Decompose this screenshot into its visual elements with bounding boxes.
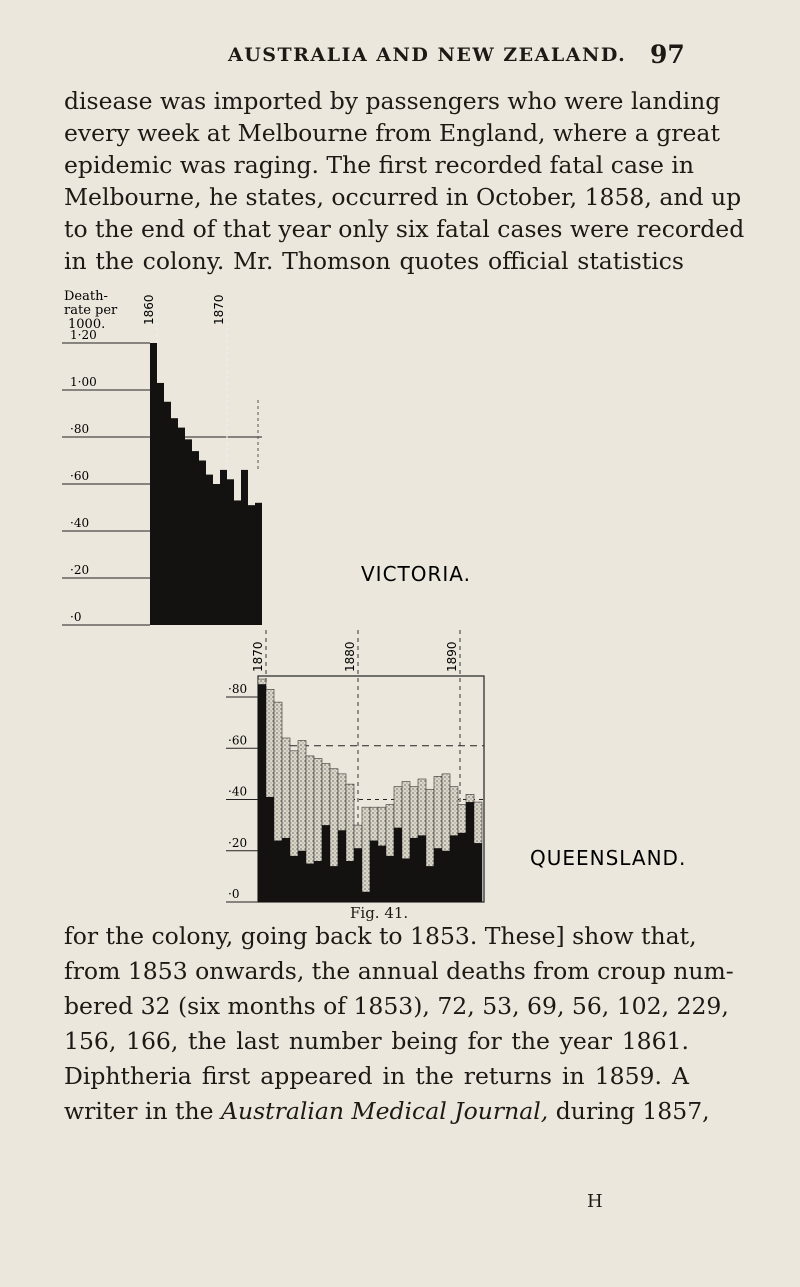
figure-41 <box>0 280 800 910</box>
queensland-bar <box>354 848 362 902</box>
queensland-bar <box>426 866 434 902</box>
queensland-shaded-bar <box>362 807 370 902</box>
queensland-bar <box>370 841 378 903</box>
x-year-label: 1890 <box>445 641 459 672</box>
y-tick-label: ·80 <box>70 422 90 436</box>
queensland-bar <box>386 856 394 902</box>
victoria-bar <box>234 500 241 625</box>
victoria-bar <box>178 428 185 625</box>
x-year-label: 1860 <box>142 294 156 325</box>
y-tick-label: 1·20 <box>70 328 97 342</box>
queensland-bar <box>314 861 322 902</box>
queensland-bar <box>282 838 290 902</box>
queensland-label: QUEENSLAND. <box>530 846 687 870</box>
queensland-bar <box>362 892 370 902</box>
queensland-bar <box>258 684 266 902</box>
victoria-bar <box>171 418 178 625</box>
page-number: 97 <box>650 40 685 69</box>
queensland-bar <box>266 797 274 902</box>
queensland-bar <box>402 858 410 902</box>
y-tick-label: 1·00 <box>70 375 97 389</box>
queensland-bar <box>298 851 306 902</box>
victoria-bar <box>248 505 255 625</box>
victoria-bar <box>192 451 199 625</box>
queensland-bar <box>442 851 450 902</box>
victoria-bar <box>164 402 171 625</box>
text-line: in the colony. Mr. Thomson quotes official statistics <box>64 247 684 275</box>
text-fragment: writer in the <box>64 1097 214 1125</box>
victoria-bar <box>213 484 220 625</box>
x-year-label: 1880 <box>343 641 357 672</box>
queensland-bar <box>466 802 474 902</box>
queensland-bar <box>330 866 338 902</box>
queensland-bar <box>434 848 442 902</box>
victoria-bar <box>255 503 262 625</box>
victoria-bar <box>220 470 227 625</box>
text-line: for the colony, going back to 1853. These] show that, <box>64 922 697 950</box>
queensland-bar <box>410 838 418 902</box>
text-line-last <box>64 1096 710 1126</box>
text-line: bered 32 (six months of 1853), 72, 53, 69, 56, 102, 229, <box>64 992 729 1020</box>
figure-caption: Fig. 41. <box>350 904 409 922</box>
text-line: epidemic was raging. The first recorded fatal case in <box>64 151 695 179</box>
x-year-label: 1870 <box>212 294 226 325</box>
queensland-bar <box>346 861 354 902</box>
queensland-bar <box>274 841 282 903</box>
victoria-label: VICTORIA. <box>361 562 471 586</box>
victoria-bar <box>157 383 164 625</box>
y-tick-label: ·60 <box>228 733 248 748</box>
y-tick-label: ·20 <box>70 563 90 577</box>
y-tick-label: ·0 <box>70 610 82 624</box>
running-title: AUSTRALIA AND NEW ZEALAND. <box>228 44 627 66</box>
victoria-bar <box>199 461 206 626</box>
queensland-bar <box>394 828 402 902</box>
queensland-bar <box>306 864 314 902</box>
journal-name: Australian Medical Journal, <box>221 1097 549 1125</box>
queensland-bar <box>322 825 330 902</box>
queensland-bar <box>378 846 386 902</box>
queensland-bar <box>450 835 458 902</box>
queensland-bar <box>474 843 482 902</box>
queensland-bar <box>458 833 466 902</box>
y-tick-label: ·20 <box>228 835 248 850</box>
signature-mark: H <box>587 1191 603 1212</box>
queensland-bar <box>338 830 346 902</box>
page-header <box>0 40 800 74</box>
text-line: to the end of that year only six fatal cases were recorded <box>64 215 745 243</box>
victoria-bar <box>185 439 192 625</box>
y-tick-label: ·40 <box>228 784 248 799</box>
text-line: from 1853 onwards, the annual deaths from croup num- <box>64 957 734 985</box>
victoria-bar <box>150 343 157 625</box>
text-line: 156, 166, the last number being for the year 1861. <box>64 1027 689 1055</box>
victoria-bar <box>206 475 213 625</box>
axis-title-line: rate per <box>64 303 118 318</box>
y-tick-label: ·80 <box>228 682 248 696</box>
y-tick-label: ·60 <box>70 469 90 483</box>
y-tick-label: ·0 <box>228 887 240 901</box>
queensland-bar <box>418 835 426 902</box>
text-line: disease was imported by passengers who were landing <box>64 87 721 115</box>
text-line: every week at Melbourne from England, where a great <box>64 119 720 147</box>
axis-title-line: 1000. <box>68 317 106 332</box>
axis-title-line: Death- <box>64 289 108 304</box>
x-year-label: 1870 <box>251 641 265 672</box>
queensland-bar <box>290 856 298 902</box>
victoria-bar <box>227 479 234 625</box>
text-line: Melbourne, he states, occurred in October, 1858, and up <box>64 183 742 211</box>
death-rate-chart <box>0 280 800 910</box>
y-tick-label: ·40 <box>70 516 90 530</box>
text-line: Diphtheria first appeared in the returns in 1859. A <box>64 1062 689 1090</box>
victoria-bar <box>241 470 248 625</box>
text-fragment: during 1857, <box>555 1097 710 1125</box>
